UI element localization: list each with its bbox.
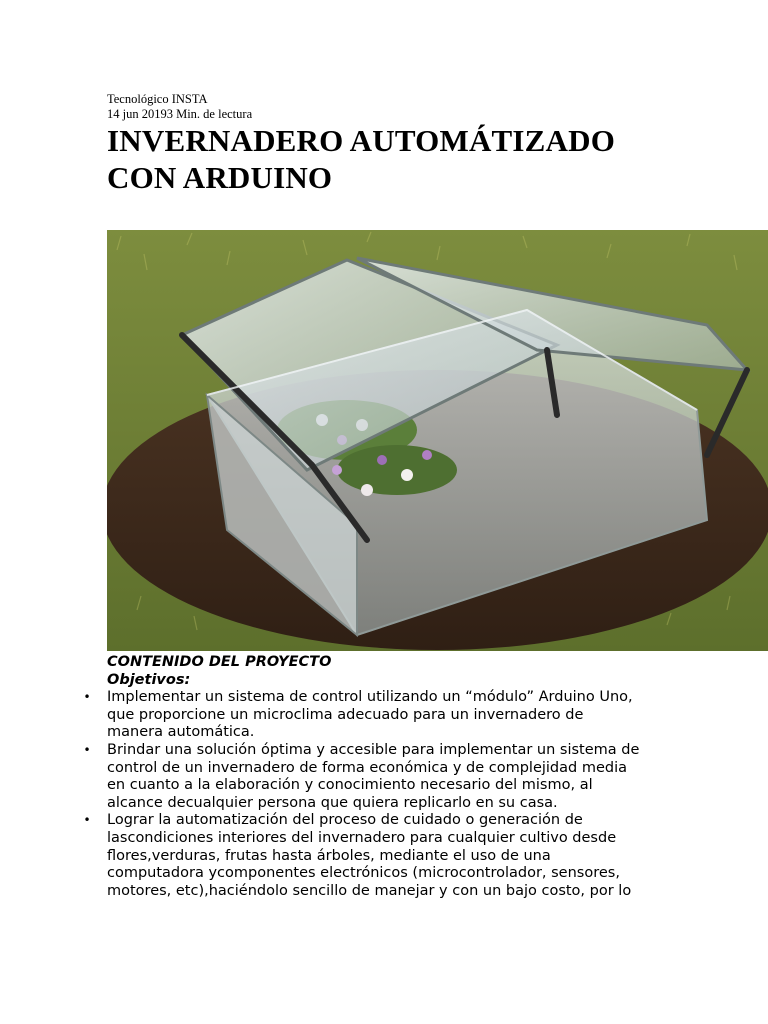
objective-line: flores,verduras, frutas hasta árboles, mediante el uso de una bbox=[107, 847, 551, 864]
objective-line: motores, etc),haciéndolo sencillo de manejar y con un bajo costo, por lo bbox=[107, 882, 632, 899]
greenhouse-photo bbox=[107, 230, 768, 651]
title-line-1: INVERNADERO AUTOMÁTIZADO bbox=[107, 123, 616, 158]
title-line-2: CON ARDUINO bbox=[107, 160, 333, 195]
article-title bbox=[107, 122, 727, 196]
author-name: Tecnológico INSTA bbox=[107, 92, 208, 106]
objective-line: Implementar un sistema de control utilizando un “módulo” Arduino Uno, bbox=[107, 689, 633, 706]
objective-line: manera automática. bbox=[107, 724, 255, 741]
article-meta bbox=[107, 92, 252, 122]
bullet-icon: • bbox=[83, 742, 91, 757]
bullet-icon: • bbox=[83, 813, 91, 828]
bullet-icon: • bbox=[83, 690, 91, 705]
objective-line: Brindar una solución óptima y accesible para implementar un sistema de bbox=[107, 741, 640, 758]
objective-line: que proporcione un microclima adecuado para un invernadero de bbox=[107, 706, 584, 723]
objective-line: lascondiciones interiores del invernadero para cualquier cultivo desde bbox=[107, 829, 617, 846]
publish-date-read-time: 14 jun 20193 Min. de lectura bbox=[107, 107, 253, 121]
objective-line: control de un invernadero de forma económica y de complejidad media bbox=[107, 759, 627, 776]
objectives-list bbox=[83, 689, 707, 900]
article-content bbox=[83, 654, 707, 900]
objective-line: en cuanto a la elaboración y conocimiento necesario del mismo, al bbox=[107, 777, 593, 794]
objectives-heading: Objetivos: bbox=[107, 671, 191, 688]
objective-item bbox=[83, 689, 707, 742]
objective-item bbox=[83, 741, 707, 812]
objective-line: Lograr la automatización del proceso de cuidado o generación de bbox=[107, 812, 583, 829]
greenhouse-illustration bbox=[107, 230, 768, 651]
section-heading: CONTENIDO DEL PROYECTO bbox=[107, 654, 332, 670]
objective-line: computadora ycomponentes electrónicos (microcontrolador, sensores, bbox=[107, 865, 620, 882]
objective-item bbox=[83, 812, 707, 900]
objective-line: alcance decualquier persona que quiera replicarlo en su casa. bbox=[107, 794, 558, 811]
